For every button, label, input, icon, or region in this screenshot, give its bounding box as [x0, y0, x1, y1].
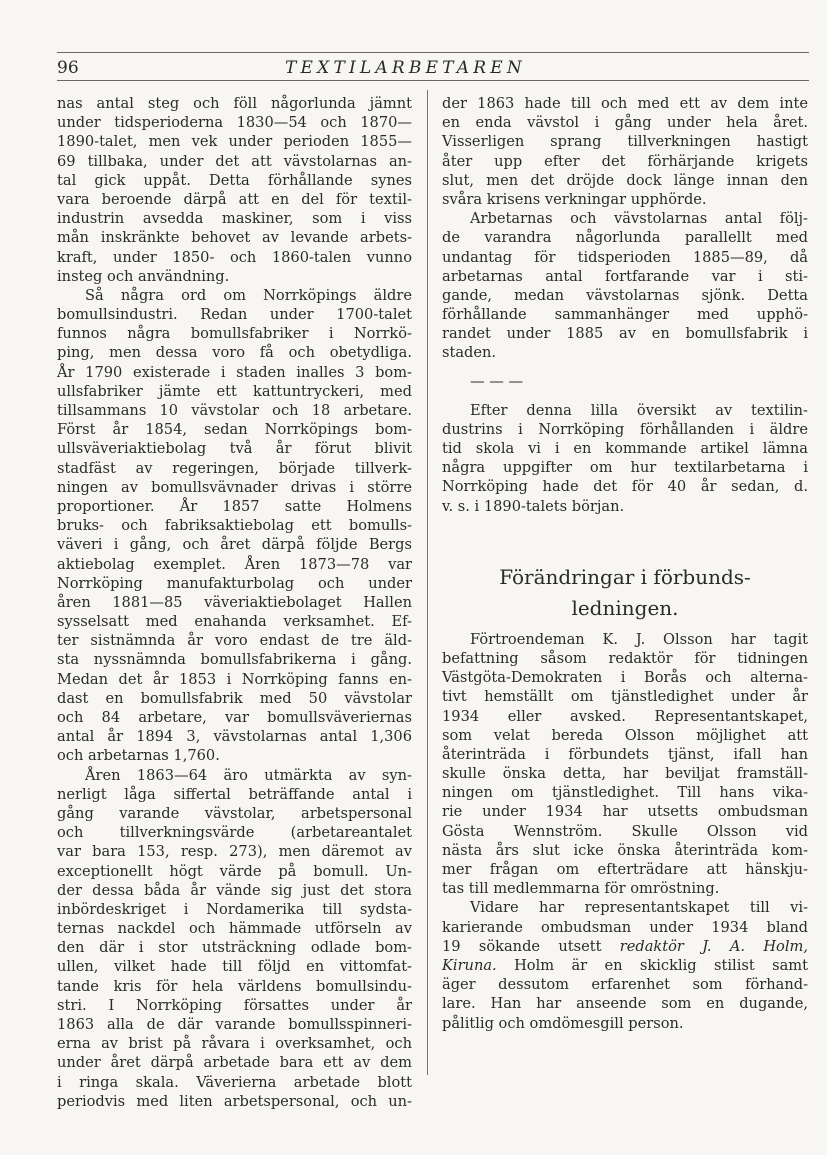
text-line: svåra krisens verkningar upphörde. [442, 190, 707, 208]
text-line: mer frågan om efterträdare att hänskju- [442, 861, 808, 878]
heading-line: ledningen. [571, 595, 679, 620]
left-column [57, 94, 412, 1111]
running-title: TEXTILARBETAREN [285, 58, 526, 78]
text-line: ullsfabriker jämte ett kattuntryckeri, med [57, 382, 412, 400]
text-line: gång varande vävstolar, arbetspersonal [57, 804, 412, 822]
text-line: åren 1881—85 väveriaktiebolaget Hallen [57, 593, 412, 611]
text-line: rie under 1934 har utsetts ombudsman [442, 803, 808, 821]
text-line: Efter denna lilla översikt av textilin- [470, 401, 808, 419]
text-line: mån inskränkte behovet av levande arbets- [57, 229, 412, 247]
text-line: Arbetarnas och vävstolarnas antal följ- [470, 210, 808, 228]
text-line: dustrins i Norrköping förhållanden i äldre [442, 420, 808, 438]
text-line: antal år 1894 3, vävstolarnas antal 1,306 [57, 728, 412, 746]
paragraph [442, 94, 808, 209]
text-line: nästa års slut icke önska återinträda kom- [442, 841, 808, 859]
text-line: randet under 1885 av en bomullsfabrik i [442, 325, 808, 343]
text-line: industrin avsedda maskiner, som i viss [57, 210, 412, 228]
section-separator: — — — [470, 372, 524, 390]
text-line: slut, men det dröjde dock länge innan den [442, 171, 808, 189]
text-run: Holm är en skicklig stilist samt [496, 956, 808, 974]
text-line: lare. Han har anseende som en dugande, [442, 995, 808, 1013]
paragraph [57, 286, 412, 766]
text-line: åter upp efter det förhärjande krigets [442, 152, 808, 170]
text-line: stri. I Norrköping försattes under år [57, 996, 412, 1014]
text-line: gande, medan vävstolarnas sjönk. Detta [442, 286, 808, 304]
text-run: 19 sökande utsett [442, 937, 620, 955]
text-line: tal gick uppåt. Detta förhållande synes [57, 171, 412, 189]
text-line: under tidsperioderna 1830—54 och 1870— [57, 114, 412, 132]
text-line: de varandra någorlunda parallellt med [442, 229, 808, 247]
italic-place: Kiruna. [442, 956, 497, 974]
text-line: bomullsindustri. Redan under 1700-talet [57, 306, 412, 324]
text-line: insteg och användning. [57, 267, 230, 285]
text-line: exceptionellt högt värde på bomull. Un- [57, 862, 412, 880]
text-line: en enda vävstol i gång under hela året. [442, 114, 808, 132]
text-line: befattning såsom redaktör för tidningen [442, 649, 808, 667]
text-line: den där i stor utsträckning odlade bom- [57, 939, 412, 957]
text-line: tid skola vi i en kommande artikel lämna [442, 440, 808, 457]
text-line: tillsammans 10 vävstolar och 18 arbetare. [57, 402, 412, 419]
header-top-rule [57, 52, 809, 53]
text-line: och tillverkningsvärde (arbetareantalet [57, 824, 412, 842]
text-line: Först år 1854, sedan Norrköpings bom- [57, 421, 412, 439]
text-line: Medan det år 1853 i Norrköping fanns en- [57, 670, 412, 688]
text-line: förhållande sammanhänger med upphö- [442, 306, 808, 324]
text-line: arbetarnas antal fortfarande var i sti- [442, 267, 808, 285]
text-line: ningen av bomullsvävnader drivas i större [57, 478, 412, 496]
text-line [442, 937, 808, 956]
paragraph [57, 766, 412, 1111]
right-column [442, 94, 808, 1033]
paragraph [442, 209, 808, 363]
text-line: 1934 eller avsked. Representantskapet, [442, 707, 808, 725]
text-line: karierande ombudsman under 1934 bland [442, 918, 808, 936]
text-line: i ringa skala. Väverierna arbetade blott [57, 1073, 412, 1091]
text-line: 1890-talet, men vek under perioden 1855— [57, 133, 412, 151]
text-line: Gösta Wennström. Skulle Olsson vid [442, 822, 808, 840]
text-line: Vidare har representantskapet till vi- [470, 899, 808, 917]
text-line: vara beroende därpå att en del för textil- [57, 190, 412, 208]
page-number: 96 [57, 58, 79, 78]
text-line: der 1863 hade till och med ett av dem inte [442, 95, 808, 112]
text-line: tande kris för hela världens bomullsindu- [57, 977, 412, 995]
text-line: kraft, under 1850- och 1860-talen vunno [57, 248, 412, 266]
paragraph [57, 94, 412, 286]
paragraph [442, 401, 808, 516]
text-line: ullsväveriaktiebolag två år förut blivit [57, 440, 412, 458]
article-heading [442, 562, 808, 624]
text-line: ternas nackdel och hämmade utförseln av [57, 920, 412, 938]
text-line [442, 956, 808, 975]
text-line: nas antal steg och föll någorlunda jämnt [57, 95, 412, 112]
text-line: bruks- och fabriksaktiebolag ett bomulls- [57, 517, 412, 535]
text-line: ping, men dessa voro få och obetydliga. [57, 344, 412, 362]
text-line: der dessa båda år vände sig just det stora [57, 881, 412, 899]
italic-name: redaktör J. A. Holm, [619, 937, 808, 955]
text-line: funnos några bomullsfabriker i Norrkö- [57, 325, 412, 343]
text-line: några uppgifter om hur textilarbetarna i [442, 459, 808, 477]
text-line: aktiebolag exemplet. Åren 1873—78 var [57, 555, 412, 573]
paragraph [442, 630, 808, 899]
text-line: skulle önska detta, har beviljat framställ- [442, 765, 808, 783]
text-line: sysselsatt med enahanda verksamhet. Ef- [57, 613, 412, 631]
text-line: och arbetarnas 1,760. [57, 747, 220, 765]
text-line: nerligt låga siffertal beträffande antal i [57, 785, 412, 803]
text-line: var bara 153, resp. 273), men däremot av [57, 843, 412, 861]
heading-line: Förändringar i förbunds- [499, 564, 751, 589]
paragraph [442, 898, 808, 1032]
header-bottom-rule [57, 80, 809, 81]
text-line: inbördeskriget i Nordamerika till sydsta- [57, 900, 412, 918]
text-line: staden. [442, 344, 497, 362]
text-line: tas till medlemmarna för omröstning. [442, 880, 720, 898]
text-line: tivt hemställt om tjänstledighet under år [442, 688, 808, 706]
text-line: Norrköping hade det för 40 år sedan, d. [442, 478, 808, 496]
text-line: stadfäst av regeringen, började tillverk- [57, 459, 412, 477]
text-line: ullen, vilket hade till följd en vittomfat- [57, 958, 412, 976]
text-line: År 1790 existerade i staden inalles 3 bom- [57, 363, 412, 381]
text-line: Så några ord om Norrköpings äldre [85, 286, 412, 304]
text-line: som velat bereda Olsson möjlighet att [442, 726, 808, 744]
text-line: sta nyssnämnda bomullsfabrikerna i gång. [57, 651, 412, 669]
column-divider [427, 90, 428, 1075]
text-line: och 84 arbetare, var bomullsväveriernas [57, 709, 412, 726]
text-line: äger dessutom erfarenhet som förhand- [442, 976, 808, 994]
text-line: ter sistnämnda år voro endast de tre äld- [57, 632, 412, 650]
text-line: proportioner. År 1857 satte Holmens [57, 497, 412, 515]
text-line: Åren 1863—64 äro utmärkta av syn- [85, 766, 412, 784]
text-line: undantag för tidsperioden 1885—89, då [442, 248, 808, 266]
text-line: pålitlig och omdömesgill person. [442, 1014, 684, 1032]
text-line: ningen om tjänstledighet. Till hans vika- [442, 784, 808, 802]
text-line: dast en bomullsfabrik med 50 vävstolar [57, 689, 412, 707]
text-line: Visserligen sprang tillverkningen hastigt [442, 133, 808, 151]
text-line: väveri i gång, och året därpå följde Bergs [57, 536, 412, 554]
text-line: 1863 alla de där varande bomullsspinneri- [57, 1016, 412, 1033]
text-line: erna av brist på råvara i overksamhet, och [57, 1035, 412, 1053]
text-line: återinträda i förbundets tjänst, ifall han [442, 745, 808, 763]
text-line: 69 tillbaka, under det att vävstolarnas an- [57, 152, 412, 170]
text-line: under året därpå arbetade bara ett av dem [57, 1054, 412, 1072]
text-line: Förtroendeman K. J. Olsson har tagit [470, 630, 808, 648]
text-line: Norrköping manufakturbolag och under [57, 574, 412, 592]
text-line: v. s. i 1890-talets början. [442, 497, 625, 515]
text-line: Västgöta-Demokraten i Borås och alterna- [442, 669, 808, 687]
text-line: periodvis med liten arbetspersonal, och un- [57, 1092, 412, 1110]
